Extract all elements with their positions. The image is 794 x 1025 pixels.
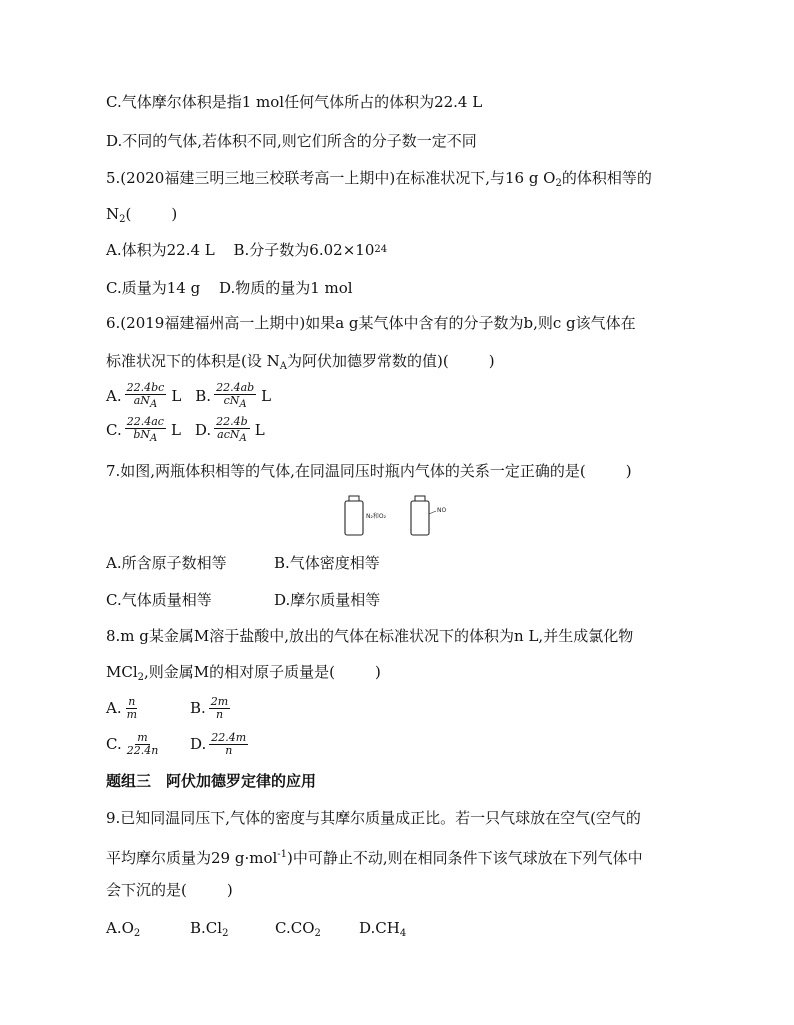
q6-option-d-unit: L — [254, 421, 265, 439]
q5-stem-line1 — [106, 168, 652, 194]
section-heading: 题组三 阿伏加德罗定律的应用 — [106, 772, 317, 790]
q8-stem-line1: 8.m g某金属M溶于盐酸中,放出的气体在标准状况下的体积为n L,并生成氯化物 — [106, 627, 634, 645]
q6-stem-sub: A — [279, 361, 287, 372]
q5-option-b — [234, 240, 388, 260]
q8-option-b — [190, 694, 233, 722]
q8-paren-close: ) — [375, 663, 381, 681]
bottle-2-icon — [411, 496, 429, 535]
q9-stem-line1: 9.已知同温同压下,气体的密度与其摩尔质量成正比。若一只气球放在空气(空气的 — [106, 809, 641, 827]
q6-stem-line1: 6.(2019福建福州高一上期中)如果a g某气体中含有的分子数为b,则c g该气体在 — [106, 314, 636, 332]
q7-stem — [106, 461, 632, 481]
q9-option-c-sub: 2 — [314, 928, 321, 939]
q9-option-a-text: A.O — [106, 919, 134, 937]
q8-option-a-num: n — [128, 694, 136, 708]
q8-option-a-label: A. — [106, 699, 122, 717]
q6-option-d-den: acN — [217, 427, 240, 441]
q9-option-a-sub: 2 — [133, 928, 141, 939]
q5-n2-text: N — [106, 205, 120, 223]
q8-stem-sub: 2 — [137, 672, 145, 683]
q9-stem-text-end: )中可静止不动,则在相同条件下该气球放在下列气体中 — [287, 849, 643, 867]
q5-stem-text: 5.(2020福建三明三地三校联考高一上期中)在标准状况下,与16 g O — [106, 169, 556, 187]
q8-option-d-num: 22.4m — [211, 730, 247, 744]
q9-option-c-text: C.CO — [275, 919, 315, 937]
q7-paren-close: ) — [625, 462, 632, 480]
q8-option-b-fraction — [209, 696, 230, 721]
q6-option-a-num: 22.4bc — [126, 380, 165, 394]
q4-option-c: C.气体摩尔体积是指1 mol任何气体所占的体积为22.4 L — [106, 93, 483, 111]
q6-stem-line2 — [106, 351, 495, 377]
q9-stem-line2 — [106, 845, 643, 868]
q5-options-ab — [106, 240, 401, 260]
q5-option-b-text: B.分子数为6.02×10 — [233, 241, 375, 259]
q9-option-b — [190, 918, 228, 944]
q8-option-a — [106, 694, 142, 722]
q8-stem-text-end: ,则金属M的相对原子质量是( — [144, 663, 335, 681]
q6-option-a-fraction — [125, 382, 167, 411]
q6-paren-close: ) — [488, 352, 495, 370]
q8-option-d-den: n — [225, 743, 233, 757]
q6-option-c-unit: L — [170, 421, 181, 439]
q9-stem-line3 — [106, 880, 233, 900]
q7-bottles-figure — [340, 494, 460, 538]
q6-option-b-unit: L — [261, 387, 272, 405]
bottle-1-label: N₂和O₂ — [366, 513, 387, 520]
q9-option-c — [275, 918, 321, 944]
q6-option-a-den-sub: A — [149, 398, 158, 410]
q6-option-d-fraction — [214, 416, 250, 445]
q6-option-a — [106, 382, 181, 411]
q6-option-c-den-sub: A — [150, 432, 158, 444]
q9-option-a — [106, 918, 140, 944]
q5-paren-open: ( — [125, 205, 132, 223]
q6-option-b-den: cN — [223, 393, 240, 407]
q6-option-b-den-sub: A — [239, 398, 247, 410]
q6-option-a-den: aN — [133, 393, 150, 407]
q8-option-b-num: 2m — [210, 694, 229, 708]
q5-option-c: C.质量为14 g — [106, 279, 201, 297]
q9-option-b-text: B.Cl — [190, 919, 223, 937]
q8-option-d-label: D. — [190, 735, 207, 753]
q6-option-b — [195, 382, 271, 411]
q8-option-d — [190, 730, 251, 758]
q9-paren-close: ) — [226, 881, 233, 899]
q9-stem-text-3: 会下沉的是( — [106, 881, 187, 899]
q5-option-b-exp: 24 — [374, 244, 388, 255]
bottle-1-icon — [345, 496, 363, 535]
q6-options-ab — [106, 382, 285, 410]
q9-option-b-sub: 2 — [222, 928, 229, 939]
q8-option-c — [106, 730, 163, 758]
q5-stem-sub: 2 — [555, 178, 562, 189]
q6-option-a-label: A. — [106, 387, 122, 405]
q8-option-c-fraction — [125, 732, 161, 757]
q5-stem-text-end: 的体积相等的 — [561, 169, 652, 187]
q5-option-a: A.体积为22.4 L — [106, 241, 215, 259]
q9-option-d-text: D.CH — [359, 919, 400, 937]
q7-option-d: D.摩尔质量相等 — [274, 591, 381, 609]
q6-option-b-num: 22.4ab — [216, 380, 255, 394]
q5-options-cd — [106, 278, 367, 298]
q8-option-a-den: m — [126, 707, 138, 721]
q6-option-d-num: 22.4b — [216, 414, 248, 428]
q6-option-c-label: C. — [106, 421, 122, 439]
q6-option-c — [106, 416, 181, 445]
q9-stem-text: 平均摩尔质量为29 g·mol — [106, 849, 278, 867]
q9-stem-sup: -1 — [277, 849, 288, 860]
q6-option-b-fraction — [214, 382, 256, 411]
q8-stem-text: MCl — [106, 663, 138, 681]
q7-option-b: B.气体密度相等 — [274, 554, 380, 572]
q9-option-d — [359, 918, 406, 944]
q5-n2-sub: 2 — [119, 214, 126, 225]
q8-stem-line2 — [106, 662, 381, 688]
q8-option-c-num: m — [137, 730, 148, 744]
q6-option-a-unit: L — [171, 387, 182, 405]
q5-paren-close: ) — [171, 205, 178, 223]
q8-option-d-fraction — [209, 732, 248, 757]
q6-option-d-den-sub: A — [239, 432, 247, 444]
q6-options-cd — [106, 416, 279, 444]
q7-stem-text: 7.如图,两瓶体积相等的气体,在同温同压时瓶内气体的关系一定正确的是( — [106, 462, 586, 480]
q5-option-d: D.物质的量为1 mol — [218, 279, 353, 297]
q6-option-d — [195, 416, 265, 445]
q6-option-c-fraction — [125, 416, 166, 445]
q6-stem-text: 标准状况下的体积是(设 N — [106, 352, 280, 370]
q6-option-c-den: bN — [133, 427, 151, 441]
q5-stem-line2 — [106, 204, 177, 230]
q6-option-c-num: 22.4ac — [126, 414, 164, 428]
q7-option-a: A.所含原子数相等 — [106, 554, 227, 572]
q7-option-c: C.气体质量相等 — [106, 591, 212, 609]
q8-option-c-den: 22.4n — [126, 743, 159, 757]
q8-option-b-label: B. — [190, 699, 206, 717]
q6-stem-text-end: 为阿伏加德罗常数的值)( — [286, 352, 449, 370]
q9-option-d-sub: 4 — [399, 928, 407, 939]
q8-option-b-den: n — [215, 707, 224, 721]
q6-option-b-label: B. — [195, 387, 212, 405]
bottle-2-label: NO — [437, 507, 447, 514]
q8-option-a-fraction — [125, 696, 139, 721]
q6-option-d-label: D. — [194, 421, 212, 439]
q4-option-d: D.不同的气体,若体积不同,则它们所含的分子数一定不同 — [106, 132, 477, 150]
q8-option-c-label: C. — [106, 735, 122, 753]
